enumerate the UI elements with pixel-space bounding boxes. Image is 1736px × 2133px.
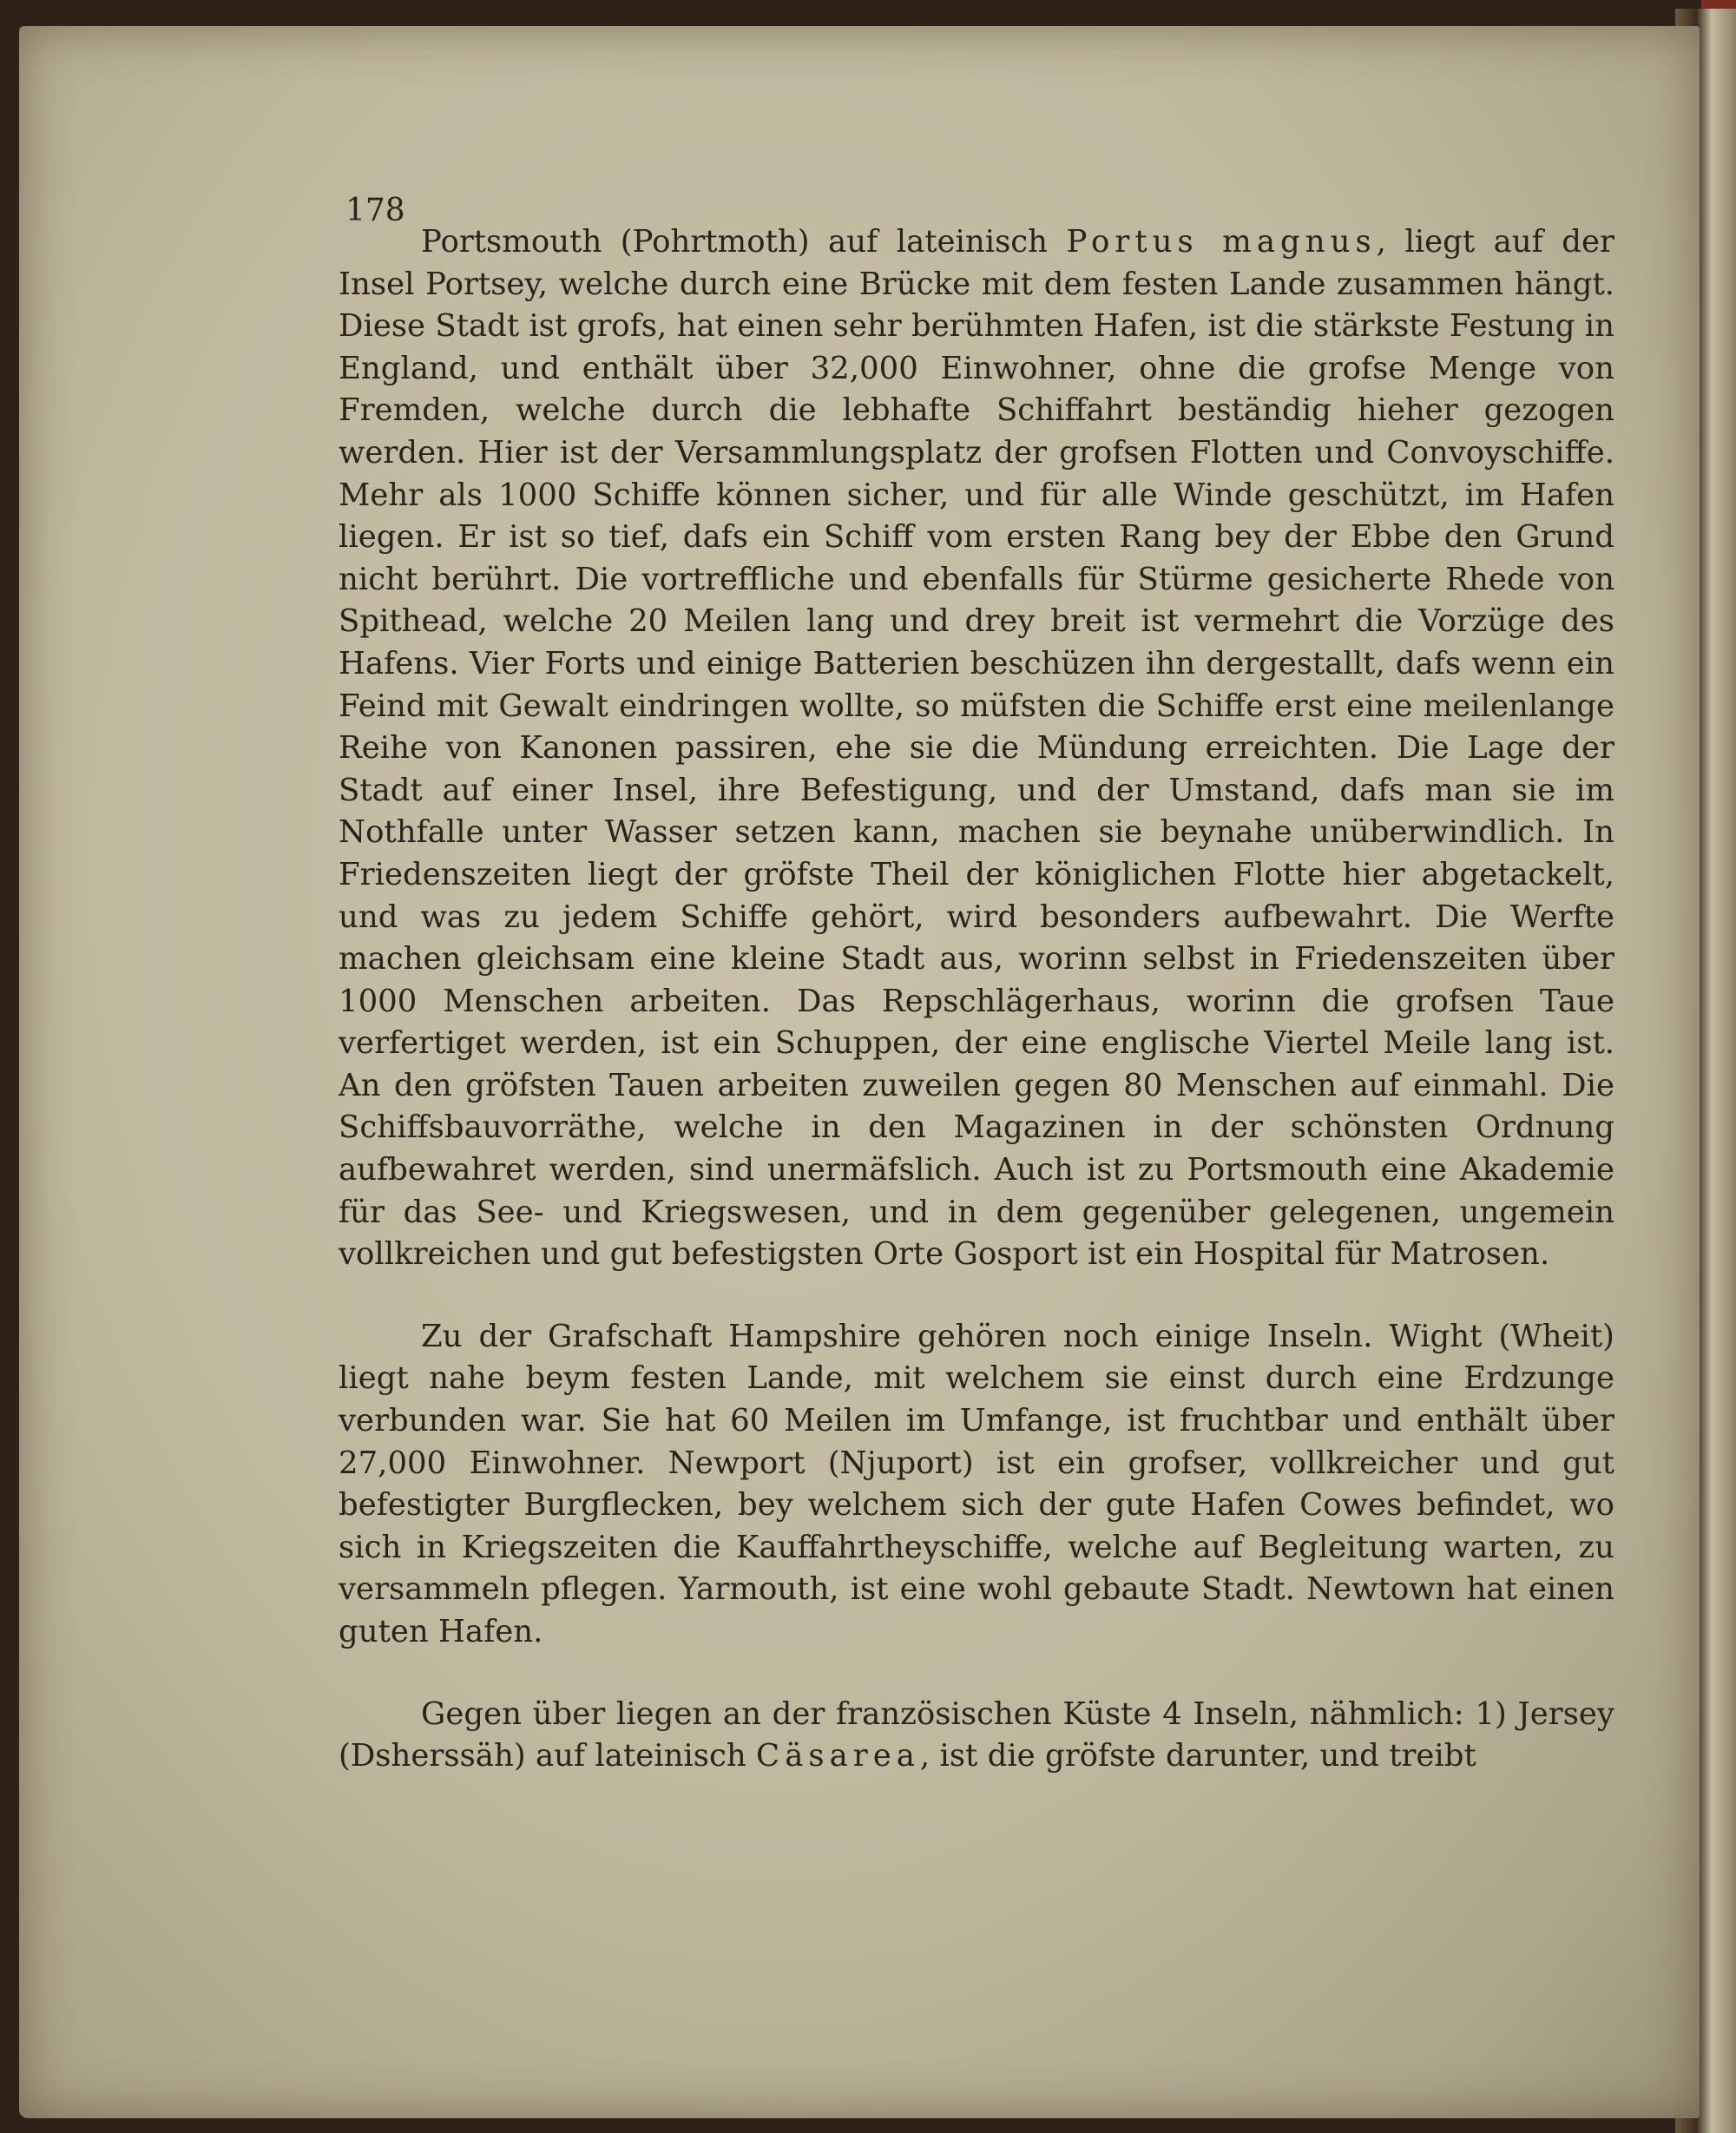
latin-name-emphasis: Cäsarea	[756, 1738, 920, 1774]
text-segment: Zu der Grafschaft Hampshire gehören noch einige Inseln. Wight (Wheit) liegt nahe beym festen Lande, mit welchem sie einst durch eine Erdzunge verbunden war. Sie hat 60 Meilen im Umfange, ist fruchtbar und enthält über 27,000 Einwohner. Newport (Njuport) ist ein grofser, vollkreicher und gut befestigter Burgflecken, bey welchem sich der gute Hafen Cowes befindet, wo sich in Kriegszeiten die Kauffahrtheyschiffe, welche auf Begleitung warten, zu versammeln pflegen. Yarmouth, ist eine wohl gebaute Stadt. Newtown hat einen guten Hafen.	[339, 1318, 1614, 1649]
text-segment: , ist die gröfste darunter, und treibt	[919, 1738, 1476, 1774]
paragraph-hampshire-islands	[339, 1316, 1614, 1654]
text-segment: , liegt auf der Insel Portsey, welche durch eine Brücke mit dem festen Lande zusammen hängt. Diese Stadt ist grofs, hat einen sehr berühmten Hafen, ist die stärkste Festung in England, und enthält über 32,000 Einwohner, ohne die grofse Menge von Fremden, welche durch die lebhafte Schiffahrt beständig hieher gezogen werden. Hier ist der Versammlungsplatz der grofsen Flotten und Convoyschiffe. Mehr als 1000 Schiffe können sicher, und für alle Winde geschützt, im Hafen liegen. Er ist so tief, dafs ein Schiff vom ersten Rang bey der Ebbe den Grund nicht berührt. Die vortreffliche und ebenfalls für Stürme gesicherte Rhede von Spithead, welche 20 Meilen lang und drey breit ist vermehrt die Vorzüge des Hafens. Vier Forts und einige Batterien beschüzen ihn dergestallt, dafs wenn ein Feind mit Gewalt eindringen wollte, so müfsten die Schiffe erst eine meilenlange Reihe von Kanonen passiren, ehe sie die Mündung erreichten. Die Lage der Stadt auf einer Insel, ihre Befestigung, und der Umstand, dafs man sie im Nothfalle unter Wasser setzen kann, machen sie beynahe unüberwindlich. In Friedenszeiten liegt der gröfste Theil der königlichen Flotte hier abgetackelt, und was zu jedem Schiffe gehört, wird besonders aufbewahrt. Die Werfte machen gleichsam eine kleine Stadt aus, worinn selbst in Friedenszeiten über 1000 Menschen arbeiten. Das Repschlägerhaus, worinn die grofsen Taue verfertiget werden, ist ein Schuppen, der eine englische Viertel Meile lang ist. An den gröfsten Tauen arbeiten zuweilen gegen 80 Menschen auf einmahl. Die Schiffsbauvorräthe, welche in den Magazinen in der schönsten Ordnung aufbewahret werden, sind unermäfslich. Auch ist zu Portsmouth eine Akademie für das See- und Kriegswesen, und in dem gegenüber gelegenen, ungemein vollkreichen und gut befestigsten Orte Gosport ist ein Hospital für Matrosen.	[339, 224, 1614, 1273]
latin-name-emphasis: Portus magnus	[1066, 224, 1377, 260]
page-body	[339, 187, 1614, 1778]
text-segment: Portsmouth (Pohrtmoth) auf lateinisch	[421, 224, 1067, 260]
text-segment: Gegen über liegen an der französischen Küste 4 Inseln, nähmlich: 1) Jersey (Dsherssäh) auf lateinisch	[339, 1695, 1614, 1774]
paragraph-french-coast	[339, 1694, 1614, 1778]
paragraph-portsmouth	[339, 221, 1614, 1276]
page-number: 178	[345, 193, 405, 228]
